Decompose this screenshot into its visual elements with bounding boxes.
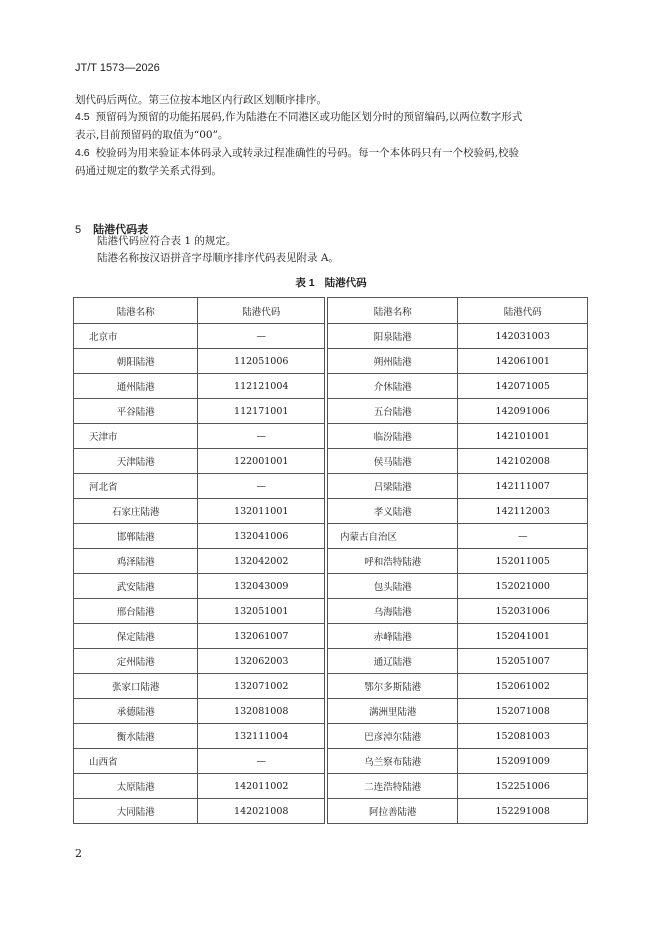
left-port-name-cell: 天津市: [74, 424, 198, 449]
table-row: [74, 399, 588, 424]
right-port-code-cell: 152081003: [458, 724, 588, 749]
table-row: [74, 624, 588, 649]
left-port-code-cell: 112121004: [198, 374, 325, 399]
right-port-name-cell: 阳泉陆港: [328, 324, 458, 349]
right-port-code-cell: 142061001: [458, 349, 588, 374]
left-port-code-cell: 142021008: [198, 799, 325, 824]
right-port-code-cell: 142091006: [458, 399, 588, 424]
table-row: [74, 574, 588, 599]
section-number: 5: [75, 224, 82, 236]
header-port-name: 陆港名称: [74, 298, 198, 324]
header-port-code: 陆港代码: [198, 298, 325, 324]
left-port-code-cell: —: [198, 424, 325, 449]
right-port-code-cell: 152091009: [458, 749, 588, 774]
section-title: 陆港代码表: [93, 224, 149, 236]
right-port-code-cell: 152051007: [458, 649, 588, 674]
left-port-name-cell: 朝阳陆港: [74, 349, 198, 374]
right-port-name-cell: 介休陆港: [328, 374, 458, 399]
right-port-name-cell: 吕梁陆港: [328, 474, 458, 499]
header-port-code: 陆港代码: [458, 298, 588, 324]
left-port-name-cell: 邢台陆港: [74, 599, 198, 624]
paragraph-4-5: [75, 108, 590, 144]
left-port-name-cell: 平谷陆港: [74, 399, 198, 424]
left-port-code-cell: —: [198, 749, 325, 774]
right-port-name-cell: 临汾陆港: [328, 424, 458, 449]
left-port-code-cell: 132011001: [198, 499, 325, 524]
left-port-name-cell: 邯郸陆港: [74, 524, 198, 549]
paragraph-4-4-tail: [75, 91, 590, 109]
left-port-code-cell: 142011002: [198, 774, 325, 799]
right-port-name-cell: 包头陆港: [328, 574, 458, 599]
table-body: [74, 324, 588, 824]
left-port-name-cell: 石家庄陆港: [74, 499, 198, 524]
document-id: JT/T 1573—2026: [75, 62, 160, 74]
left-port-code-cell: 122001001: [198, 449, 325, 474]
right-port-code-cell: —: [458, 524, 588, 549]
right-port-name-cell: 呼和浩特陆港: [328, 549, 458, 574]
right-port-name-cell: 满洲里陆港: [328, 699, 458, 724]
clause-number: 4.5: [75, 111, 90, 123]
table-caption: [0, 275, 662, 290]
table-number: 表 1: [295, 277, 315, 289]
left-port-name-cell: 天津陆港: [74, 449, 198, 474]
right-port-name-cell: 巴彦淖尔陆港: [328, 724, 458, 749]
left-port-name-cell: 山西省: [74, 749, 198, 774]
table-row: [74, 474, 588, 499]
left-port-name-cell: 通州陆港: [74, 374, 198, 399]
left-port-code-cell: 132081008: [198, 699, 325, 724]
left-port-code-cell: 132062003: [198, 649, 325, 674]
right-port-code-cell: 152021000: [458, 574, 588, 599]
table-row: [74, 324, 588, 349]
right-port-name-cell: 侯马陆港: [328, 449, 458, 474]
left-port-code-cell: 112051006: [198, 349, 325, 374]
right-port-code-cell: 152251006: [458, 774, 588, 799]
left-port-name-cell: 鸡泽陆港: [74, 549, 198, 574]
table-row: [74, 374, 588, 399]
right-port-name-cell: 通辽陆港: [328, 649, 458, 674]
clause-number: 4.6: [75, 147, 90, 159]
paragraph-text: 划代码后两位。第三位按本地区内行政区划顺序排序。: [75, 94, 327, 106]
paragraph-4-6: [75, 144, 590, 180]
left-port-name-cell: 北京市: [74, 324, 198, 349]
right-port-code-cell: 152011005: [458, 549, 588, 574]
right-port-code-cell: 142102008: [458, 449, 588, 474]
table-row: [74, 524, 588, 549]
left-port-code-cell: 132042002: [198, 549, 325, 574]
table-row: [74, 349, 588, 374]
left-port-name-cell: 保定陆港: [74, 624, 198, 649]
table-row: [74, 749, 588, 774]
table-row: [74, 724, 588, 749]
table-row: [74, 449, 588, 474]
table-row: [74, 674, 588, 699]
left-port-code-cell: 112171001: [198, 399, 325, 424]
header-port-name: 陆港名称: [328, 298, 458, 324]
left-port-code-cell: 132071002: [198, 674, 325, 699]
right-port-code-cell: 142111007: [458, 474, 588, 499]
left-port-name-cell: 河北省: [74, 474, 198, 499]
left-port-code-cell: 132041006: [198, 524, 325, 549]
right-port-code-cell: 152031006: [458, 599, 588, 624]
right-port-code-cell: 142031003: [458, 324, 588, 349]
left-port-code-cell: 132043009: [198, 574, 325, 599]
left-port-name-cell: 太原陆港: [74, 774, 198, 799]
left-port-name-cell: 大同陆港: [74, 799, 198, 824]
right-port-name-cell: 内蒙古自治区: [328, 524, 458, 549]
left-port-name-cell: 承德陆港: [74, 699, 198, 724]
table-row: [74, 549, 588, 574]
table-row: [74, 799, 588, 824]
right-port-name-cell: 孝义陆港: [328, 499, 458, 524]
right-port-code-cell: 142071005: [458, 374, 588, 399]
table-row: [74, 424, 588, 449]
right-port-code-cell: 152291008: [458, 799, 588, 824]
left-port-name-cell: 张家口陆港: [74, 674, 198, 699]
left-port-name-cell: 定州陆港: [74, 649, 198, 674]
left-port-code-cell: —: [198, 324, 325, 349]
body-line-1: 陆港代码应符合表 1 的规定。: [97, 235, 237, 247]
right-port-name-cell: 朔州陆港: [328, 349, 458, 374]
right-port-code-cell: 152071008: [458, 699, 588, 724]
left-port-name-cell: 武安陆港: [74, 574, 198, 599]
body-line-2: 陆港名称按汉语拼音字母顺序排序代码表见附录 A。: [97, 252, 339, 264]
table-title: 陆港代码: [324, 277, 367, 289]
paragraph-text-line2: 表示,目前预留码的取值为“00”。: [75, 129, 229, 141]
table-row: [74, 599, 588, 624]
page-number: 2: [75, 847, 82, 860]
right-port-name-cell: 乌海陆港: [328, 599, 458, 624]
right-port-name-cell: 赤峰陆港: [328, 624, 458, 649]
right-port-code-cell: 142112003: [458, 499, 588, 524]
right-port-name-cell: 二连浩特陆港: [328, 774, 458, 799]
table-row: [74, 699, 588, 724]
table-row: [74, 499, 588, 524]
left-port-code-cell: —: [198, 474, 325, 499]
right-port-code-cell: 142101001: [458, 424, 588, 449]
table-header-row: [74, 298, 588, 324]
table-row: [74, 649, 588, 674]
right-port-name-cell: 乌兰察布陆港: [328, 749, 458, 774]
left-port-code-cell: 132111004: [198, 724, 325, 749]
right-port-name-cell: 鄂尔多斯陆港: [328, 674, 458, 699]
left-port-name-cell: 衡水陆港: [74, 724, 198, 749]
right-port-code-cell: 152061002: [458, 674, 588, 699]
right-port-code-cell: 152041001: [458, 624, 588, 649]
paragraph-text-line1: 校验码为用来验证本体码录入或转录过程准确性的号码。每一个本体码只有一个校验码,校验: [95, 147, 519, 159]
table-row: [74, 774, 588, 799]
port-code-table: [73, 297, 588, 824]
paragraph-text-line2: 码通过规定的数学关系式得到。: [75, 165, 222, 177]
left-port-code-cell: 132051001: [198, 599, 325, 624]
right-port-name-cell: 五台陆港: [328, 399, 458, 424]
right-port-name-cell: 阿拉善陆港: [328, 799, 458, 824]
left-port-code-cell: 132061007: [198, 624, 325, 649]
paragraph-text-line1: 预留码为预留的功能拓展码,作为陆港在不同港区或功能区划分时的预留编码,以两位数字形式: [95, 111, 523, 123]
